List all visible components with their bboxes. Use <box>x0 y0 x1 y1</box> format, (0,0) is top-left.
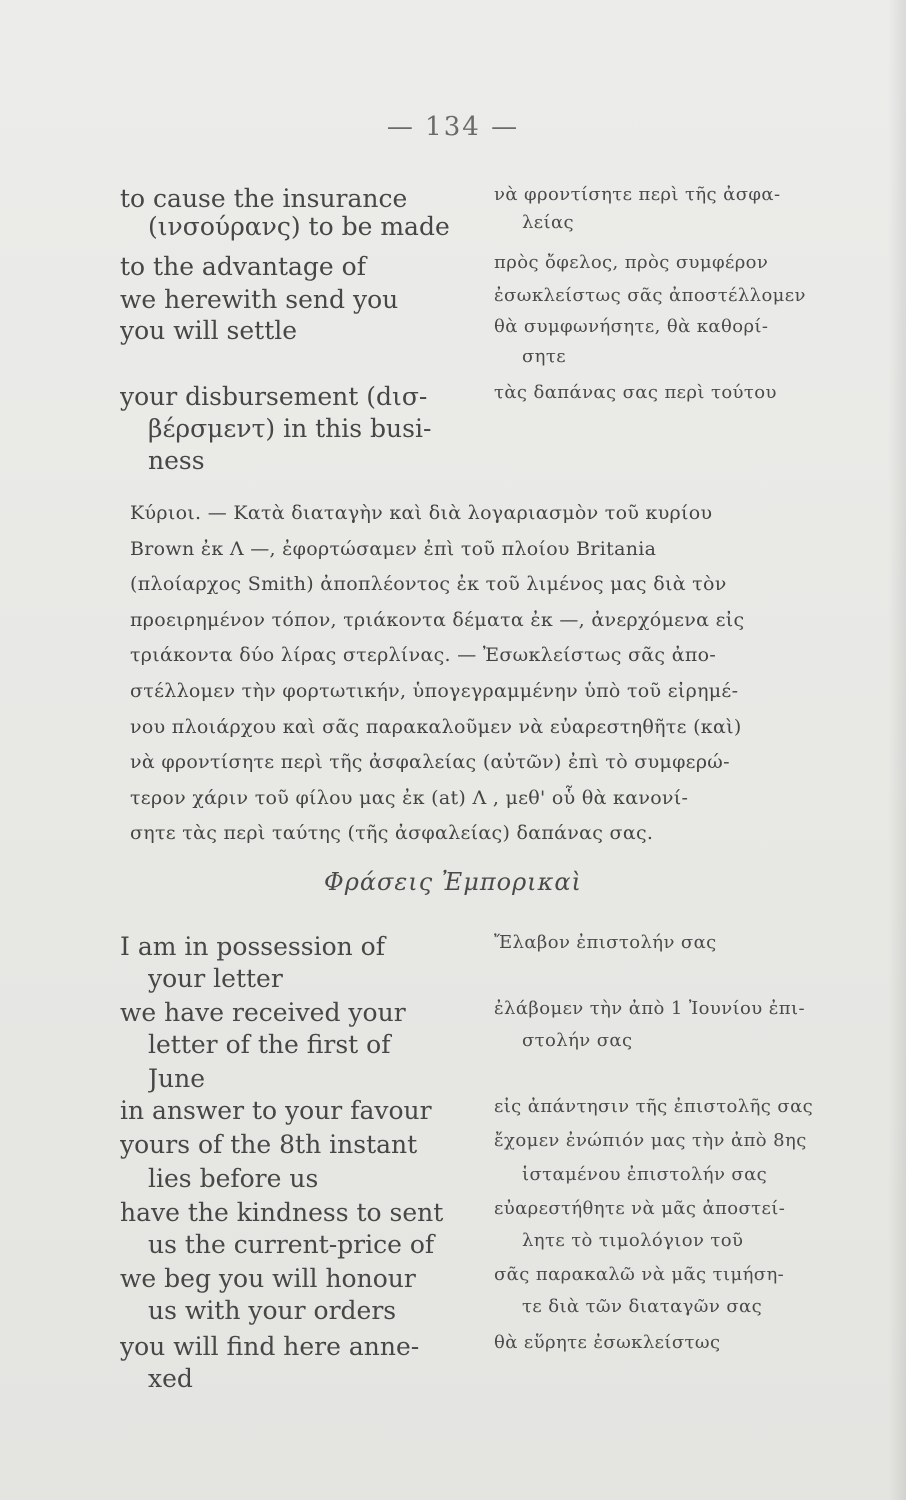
english-phrase: ness <box>148 446 205 475</box>
english-phrase: we have received your <box>120 998 406 1027</box>
english-phrase: I am in possession of <box>120 932 385 961</box>
english-phrase: lies before us <box>148 1164 319 1193</box>
english-phrase: us with your orders <box>148 1296 397 1325</box>
english-phrase: us the current-price of <box>148 1230 435 1259</box>
english-phrase: have the kindness to sent <box>120 1198 444 1227</box>
english-phrase: your disbursement (dισ- <box>120 382 428 411</box>
greek-translation: εὐαρεστήθητε νὰ μᾶς ἀποστεί- <box>494 1198 786 1219</box>
greek-translation: ἐλάβομεν τὴν ἀπὸ 1 Ἰουνίου ἐπι- <box>494 998 805 1019</box>
greek-translation: ἐσωκλείστως σᾶς ἀποστέλλομεν <box>494 285 806 306</box>
paragraph-line: Κύριοι. — Κατὰ διαταγὴν καὶ διὰ λογαριασμὸν τοῦ κυρίου <box>130 502 713 524</box>
vocabulary-row <box>0 446 906 486</box>
paragraph-line: τερον χάριν τοῦ φίλου μας ἐκ (at) Λ , μεθ' οὗ θὰ κανονί- <box>130 786 689 809</box>
greek-translation: τὰς δαπάνας σας περὶ τούτου <box>494 382 777 403</box>
english-phrase: we beg you will honour <box>120 1264 416 1293</box>
greek-translation: θὰ συμφωνήσητε, θὰ καθορί- <box>494 316 769 337</box>
page-number: — 134 — <box>386 112 520 142</box>
greek-translation: Ἔλαβον ἐπιστολήν σας <box>494 932 717 953</box>
greek-translation: ἔχομεν ἐνώπιόν μας τὴν ἀπὸ 8ης <box>494 1130 807 1151</box>
paragraph-line: (πλοίαρχος Smith) ἀποπλέοντος ἐκ τοῦ λιμένος μας διὰ τὸν <box>130 573 727 596</box>
vocabulary-row <box>0 1364 906 1404</box>
vocabulary-row <box>0 346 906 386</box>
greek-translation: στολήν σας <box>522 1030 633 1051</box>
english-phrase: xed <box>148 1364 193 1393</box>
english-phrase: to cause the insurance <box>120 184 408 213</box>
english-phrase: to the advantage of <box>120 252 366 281</box>
paragraph-line: νου πλοιάρχου καὶ σᾶς παρακαλοῦμεν νὰ εὐαρεστηθῆτε (καὶ) <box>130 715 742 738</box>
greek-translation: πρὸς ὄφελος, πρὸς συμφέρον <box>494 252 769 273</box>
english-phrase: your letter <box>148 964 283 993</box>
greek-translation: λητε τὸ τιμολόγιον τοῦ <box>522 1230 744 1251</box>
vocabulary-row <box>0 212 906 252</box>
paragraph-line: νὰ φροντίσητε περὶ τῆς ἀσφαλείας (αὐτῶν) ἐπὶ τὸ συμφερώ- <box>130 751 730 774</box>
english-phrase: (ινσούρανς) to be made <box>148 212 450 241</box>
greek-translation: σᾶς παρακαλῶ νὰ μᾶς τιμήση- <box>494 1264 785 1285</box>
paragraph-line: στέλλομεν τὴν φορτωτικήν, ὑπογεγραμμένην ὑπὸ τοῦ εἰρημέ- <box>130 679 739 702</box>
paragraph-line: προειρημένον τόπον, τριάκοντα δέματα ἐκ —, ἀνερχόμενα εἰς <box>130 608 745 631</box>
english-phrase: we herewith send you <box>120 285 399 314</box>
greek-translation: θὰ εὕρητε ἐσωκλείστως <box>494 1332 721 1353</box>
vocabulary-row <box>0 1296 906 1336</box>
paragraph-line: σητε τὰς περὶ ταύτης (τῆς ἀσφαλείας) δαπάνας σας. <box>130 822 654 845</box>
greek-translation: νὰ φροντίσητε περὶ τῆς ἀσφα- <box>494 184 781 205</box>
english-phrase: βέρσμεντ) in this busi- <box>148 414 432 443</box>
greek-translation: λείας <box>522 212 575 233</box>
english-phrase: letter of the first of <box>148 1030 391 1059</box>
greek-translation: εἰς ἀπάντησιν τῆς ἐπιστολῆς σας <box>494 1096 814 1117</box>
greek-translation: σητε <box>522 346 566 367</box>
paragraph-line: Brown ἐκ Λ —, ἐφορτώσαμεν ἐπὶ τοῦ πλοίου Britania <box>130 537 657 560</box>
letter-paragraph <box>130 496 880 852</box>
section-heading: Φράσεις Ἐμπορικαὶ <box>324 868 582 896</box>
greek-translation: ἱσταμένου ἐπιστολήν σας <box>522 1164 768 1185</box>
english-phrase: yours of the 8th instant <box>120 1130 418 1159</box>
english-phrase: you will find here anne- <box>120 1332 420 1361</box>
english-phrase: June <box>148 1064 206 1093</box>
paragraph-line: τριάκοντα δύο λίρας στερλίνας. — Ἐσωκλείστως σᾶς ἀπο- <box>130 644 717 667</box>
greek-translation: τε διὰ τῶν διαταγῶν σας <box>522 1296 763 1317</box>
english-phrase: in answer to your favour <box>120 1096 432 1125</box>
english-phrase: you will settle <box>120 316 298 345</box>
